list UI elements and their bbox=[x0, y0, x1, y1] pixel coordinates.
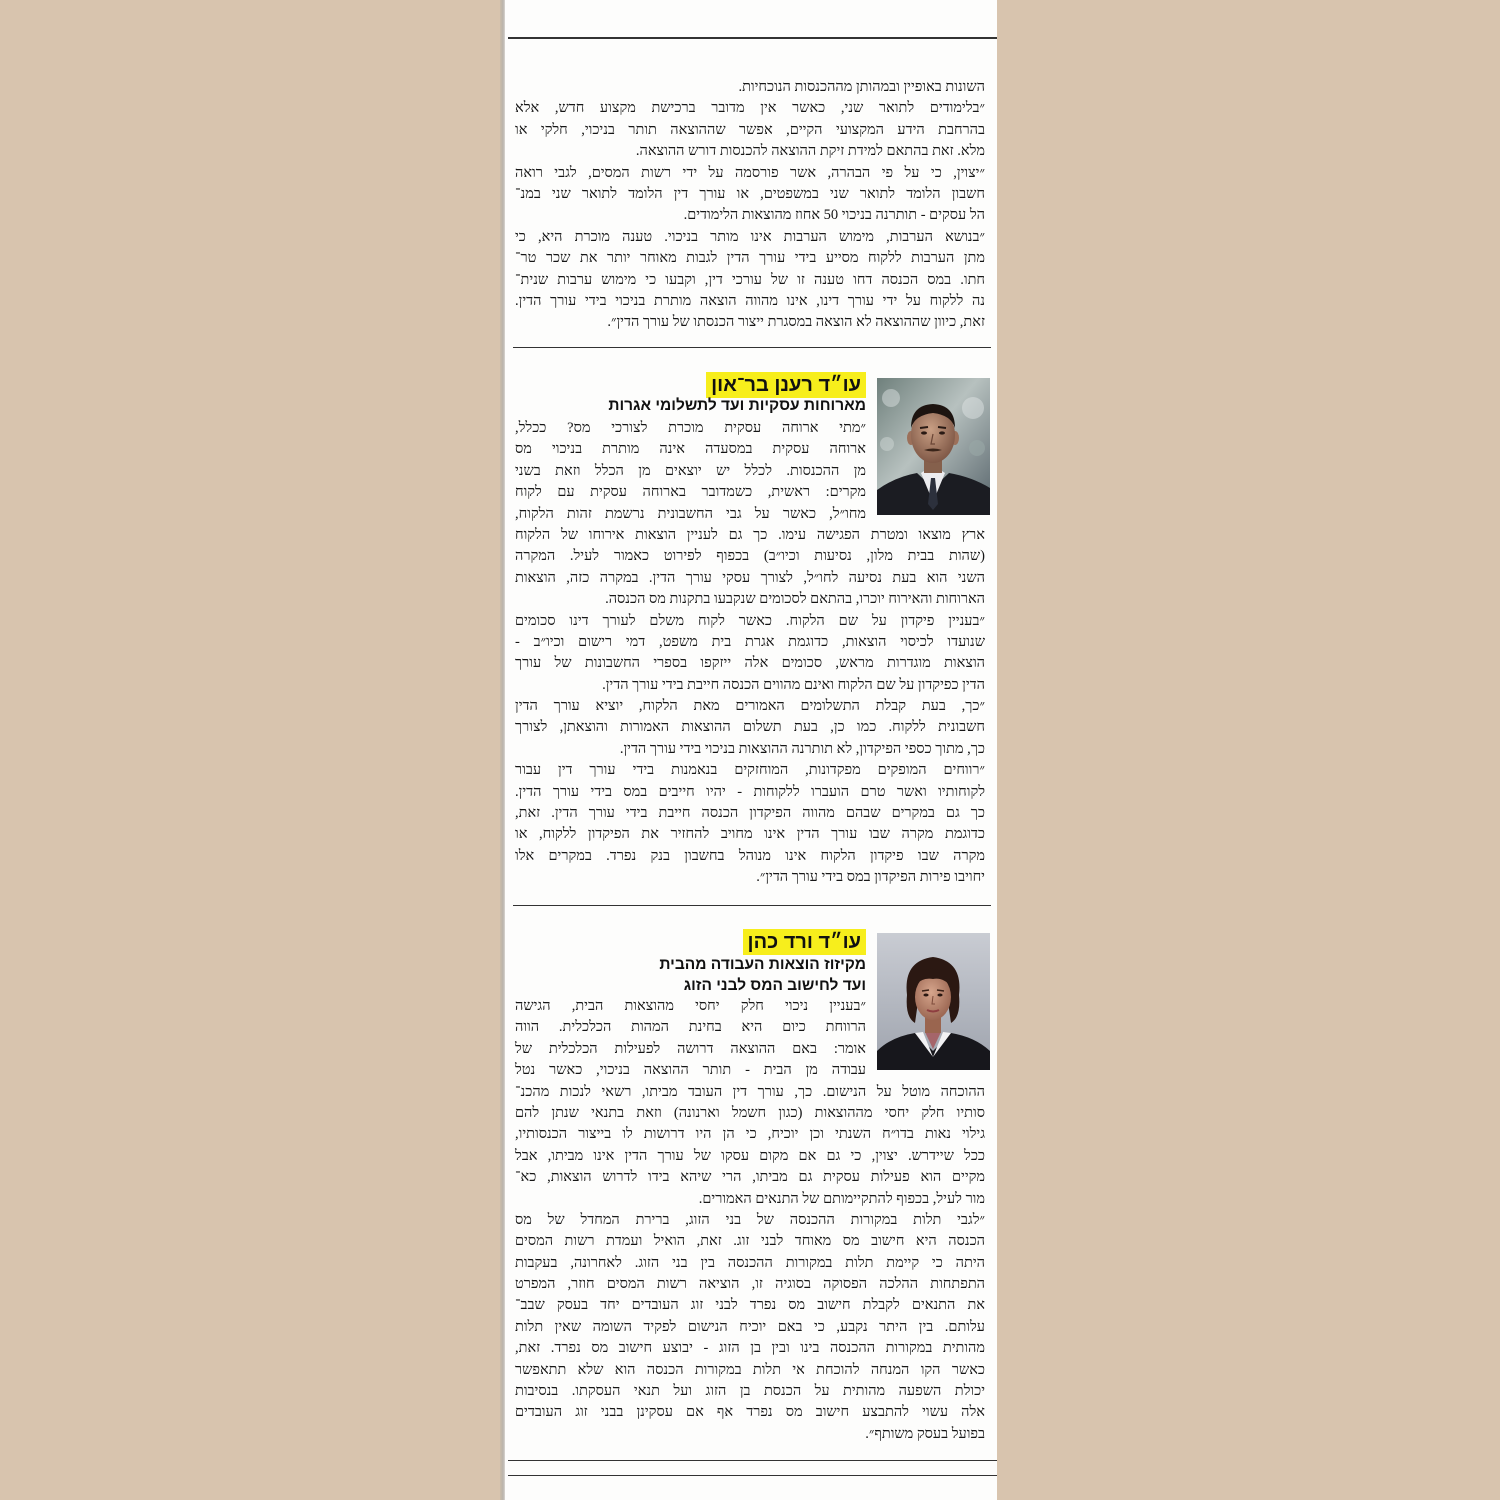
text-line: נה ללקוח על ידי עורך דינו, אינו מהווה הוצאה מותרת בניכוי בידי עורך הדין. bbox=[515, 292, 985, 309]
text-line: מקרה שבו פיקדון הלקוח אינו מנוהל בחשבון בנק נפרד. במקרים אלו bbox=[515, 847, 985, 864]
text-line: בהרחבת הידע המקצועי הקיים, אפשר שההוצאה תותר בניכוי, חלקי או bbox=[515, 121, 985, 138]
text-line: ״בלימודים לתואר שני, כאשר אין מדובר ברכישת מקצוע חדש, אלא bbox=[515, 100, 985, 117]
paragraph bbox=[515, 163, 985, 227]
profile-text bbox=[515, 996, 985, 1445]
headline-line: מקיזוז הוצאות העבודה מהבית bbox=[659, 956, 866, 973]
text-line: ״לגבי תלות במקורות ההכנסה של בני הזוג, ברירת המחדל של מס bbox=[515, 1211, 985, 1228]
text-line: (שהות בבית מלון, נסיעות וכיו״ב) בכפוף לפירוט כאמור לעיל. המקרה bbox=[515, 548, 985, 565]
text-line: ״רווחים המופקים מפקדונות, המוחזקים בנאמנות בידי עורך דין עבור bbox=[515, 762, 985, 779]
text-line: מקרים: ראשית, כשמדובר בארוחה עסקית עם לקוח bbox=[515, 484, 866, 501]
paragraph bbox=[515, 760, 985, 888]
text-line: כאשר הקו המנחה להוכחת אי תלות במקורות הכנסה הוא שלא תתאפשר bbox=[515, 1361, 985, 1378]
text-line: מחו״ל, כאשר על גבי החשבונית נרשמת זהות הלקוח, bbox=[515, 505, 866, 522]
text-line: אלה עשוי להתבצע חישוב מס נפרד אף אם עסקינן בבני זוג העובדים bbox=[515, 1404, 985, 1421]
bottom-rule bbox=[508, 1475, 997, 1476]
profile-name: עו״ד ורד כהן bbox=[743, 929, 866, 955]
text-line: מתן הערבות ללקוח מסייע בידי עורך הדין לגבות מאוחר יותר את שכר טר־ bbox=[515, 250, 985, 267]
text-line: הארוחות והאירוח יוכרו, בהתאם לסכומים שנקבעו בתקנות מס הכנסה. bbox=[605, 591, 985, 608]
article-column bbox=[505, 0, 997, 1500]
text-line: הכנסה היא חישוב מס מאוחד לבני זוג. זאת, הואיל ועמדת רשות המסים bbox=[515, 1233, 985, 1250]
intro-text bbox=[515, 77, 985, 334]
text-line: את התנאים לקבלת חישוב מס נפרד לבני זוג העובדים יחד בעסק שבב־ bbox=[515, 1297, 985, 1314]
paragraph bbox=[515, 696, 985, 760]
paragraph bbox=[515, 611, 985, 697]
paragraph bbox=[515, 77, 985, 98]
paragraph bbox=[515, 1210, 985, 1445]
text-line: שנועדו לכיסוי הוצאות, כדוגמת אגרת בית משפט, דמי רישום וכיו״ב - bbox=[515, 633, 985, 650]
paragraph bbox=[515, 418, 985, 611]
text-line: מלא. זאת בהתאם למידת זיקת ההוצאה להכנסות דורש ההוצאה. bbox=[635, 143, 985, 160]
text-line: כך גם במקרים שבהם מהווה הפיקדון הכנסה חייבת בידי עורך הדין. זאת, bbox=[515, 805, 985, 822]
text-line: ״בעניין ניכוי חלק יחסי מהוצאות הבית, הגישה bbox=[515, 998, 866, 1014]
text-line: היתה כי קיימת תלות במקורות ההכנסה בין בני הזוג. לאחרונה, בעקבות bbox=[515, 1254, 985, 1271]
text-line: הרווחת כיום היא בחינת המהות הכלכלית. הווה bbox=[515, 1019, 866, 1036]
text-line: מקיים הוא פעילות עסקית גם מביתו, הרי שיהא בידו לדרוש הוצאות, כא־ bbox=[515, 1169, 985, 1186]
text-line: ״בעניין פיקדון על שם הלקוח. כאשר לקוח משלם לעורך דינו סכומים bbox=[515, 612, 985, 629]
text-line: ארץ מוצאו ומטרת הפגישה עימו. כך גם לעניין הוצאות אירוחו של הלקוח bbox=[515, 526, 985, 543]
text-line: עלותם. בין היתר נקבע, כי באם יוכיח הנישום לפקיד השומה שאין תלות bbox=[515, 1318, 985, 1335]
text-line: זאת, כיוון שההוצאה לא הוצאה במסגרת ייצור הכנסתו של עורך הדין״. bbox=[607, 314, 985, 331]
paragraph bbox=[515, 227, 985, 334]
text-line: התפתחות ההלכה הפסוקה בסוגיה זו, הוציאה רשות המסים חוזר, המפרט bbox=[515, 1276, 985, 1293]
text-line: ״כך, בעת קבלת התשלומים האמורים מאת הלקוח, יוציא עורך הדין bbox=[515, 698, 985, 715]
text-line: כך, מתוך כספי הפיקדון, לא תותרנה ההוצאות בניכוי בידי עורך הדין. bbox=[619, 740, 985, 757]
headline-line: מארוחות עסקיות ועד לתשלומי אגרות bbox=[608, 397, 866, 414]
paragraph bbox=[515, 98, 985, 162]
text-line: חתו. במס הכנסה דחו טענה זו של עורכי דין, וקבעו כי מימוש ערבות שנית־ bbox=[515, 271, 985, 288]
profile-name: עו״ד רענן בר־און bbox=[706, 372, 866, 398]
bottom-rule bbox=[508, 1460, 997, 1461]
text-line: סותיו חלק יחסי מההוצאות (כגון חשמל וארנונה) וזאת בתנאי שנתן להם bbox=[515, 1104, 985, 1121]
text-line: אומר: באם ההוצאה דרושה לפעילות הכלכלית של bbox=[515, 1040, 866, 1057]
text-line: בפועל בעסק משותף״. bbox=[865, 1425, 985, 1442]
top-rule bbox=[508, 37, 997, 39]
profile-headline bbox=[608, 396, 866, 417]
text-line: לקוחותיו ואשר טרם הועברו ללקוחות - יהיו חייבים במס בידי עורך הדין. bbox=[515, 783, 985, 800]
text-line: מן ההכנסות. לכלל יש יוצאים מן הכלל וזאת בשני bbox=[515, 462, 866, 479]
text-line: יחויבו פירות הפיקדון במס בידי עורך הדין״. bbox=[756, 869, 985, 886]
section-divider bbox=[513, 347, 991, 348]
profile-headline bbox=[659, 955, 866, 996]
text-line: השני הוא בעת נסיעה לחו״ל, לצורך עסקי עורך הדין. במקרה כזה, הוצאות bbox=[515, 569, 985, 586]
text-line: כדוגמת מקרה שבו עורך הדין אינו מחויב להחזיר את הפיקדון ללקוח, או bbox=[515, 826, 985, 843]
text-line: חשבון הלומד לתואר שני במשפטים, או עורך דין הלומד לתואר שני במנ־ bbox=[515, 185, 985, 202]
text-line: הדין כפיקדון על שם הלקוח ואינם מהווים הכנסה חייבת בידי עורך הדין. bbox=[602, 676, 985, 693]
text-line: ארוחה עסקית במסעדה אינה מותרת בניכוי מס bbox=[515, 441, 866, 458]
text-line: ״יצוין, כי על פי הבהרה, אשר פורסמה על ידי רשות המסים, לגבי רואה bbox=[515, 164, 985, 181]
profile-text bbox=[515, 418, 985, 889]
text-line: מור לעיל, בכפוף להתקיימותם של התנאים האמורים. bbox=[698, 1190, 985, 1207]
text-line: ההוכחה מוטל על הנישום. כך, עורך דין העובד מביתו, רשאי לנכות מהכנ־ bbox=[515, 1083, 985, 1100]
text-line: הל עסקים - תותרנה בניכוי 50 אחוז מהוצאות הלימודים. bbox=[683, 207, 985, 224]
text-line: ״מתי ארוחה עסקית מוכרת לצורכי מס? ככלל, bbox=[515, 420, 866, 436]
text-line: הוצאות מוגדרות מראש, סכומים אלה ייזקפו בספרי החשבונות של עורך bbox=[515, 655, 985, 672]
text-line: מהותית במקורות ההכנסה בינו ובין בן הזוג - יבוצע חישוב מס נפרד. זאת, bbox=[515, 1340, 985, 1357]
text-line: ״בנושא הערבות, מימוש הערבות אינו מותר בניכוי. טענה מוכרת היא, כי bbox=[515, 228, 985, 245]
text-line: יכולת השפעה מהותית על הכנסת בן הזוג ועל תנאי העסקתו. בנסיבות bbox=[515, 1383, 985, 1400]
paragraph bbox=[515, 996, 985, 1210]
section-divider bbox=[513, 905, 991, 906]
text-line: ככל שיידרש. יצוין, כי גם אם מקום עסקו של עורך הדין אינו מביתו, אבל bbox=[515, 1147, 985, 1164]
text-line: חשבונית ללקוח. כמו כן, בעת תשלום ההוצאות האמורות והוצאתן, לצורך bbox=[515, 719, 985, 736]
text-line: השונות באופיין ובמהותן מההכנסות הנוכחיות. bbox=[738, 79, 985, 95]
headline-line: ועד לחישוב המס לבני הזוג bbox=[683, 976, 866, 994]
text-line: גילוי נאות בדו״ח השנתי וכן יוכיח, כי הן היו דרושות לו בייצור הכנסותיו, bbox=[515, 1126, 985, 1143]
text-line: עבודה מן הבית - תותר ההוצאה בניכוי, כאשר נטל bbox=[515, 1062, 866, 1079]
